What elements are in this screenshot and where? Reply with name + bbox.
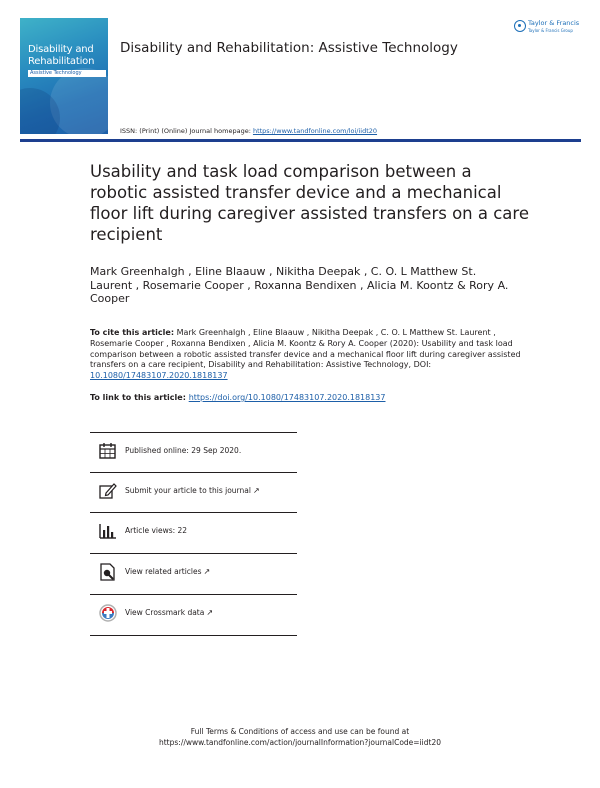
issn-prefix: ISSN: (Print) (Online) Journal homepage: <box>120 127 253 135</box>
publisher-name: Taylor & Francis <box>528 19 580 27</box>
footer <box>0 726 600 748</box>
related-articles-link[interactable]: View related articles <box>125 567 202 576</box>
info-divider <box>90 594 297 595</box>
cover-subtitle: Assistive Technology <box>28 70 106 77</box>
article-views-row <box>98 521 298 545</box>
info-divider <box>90 553 297 554</box>
issn-line <box>120 127 377 135</box>
info-divider <box>90 512 297 513</box>
info-divider <box>90 432 297 433</box>
footer-terms-link[interactable]: https://www.tandfonline.com/action/journalInformation?journalCode=iidt20 <box>158 738 441 747</box>
journal-cover <box>20 18 108 134</box>
published-date: Published online: 29 Sep 2020. <box>125 446 242 455</box>
publisher-tagline: Taylor & Francis Group <box>528 28 573 33</box>
submit-article-row[interactable] <box>98 481 298 505</box>
authors: Mark Greenhalgh , Eline Blaauw , Nikitha Deepak , C. O. L Matthew St. Laurent , Rosemarie Cooper , Roxanna Bendixen , Alicia M. Koontz & Rory A. Cooper <box>90 265 509 305</box>
info-divider <box>90 635 297 636</box>
related-articles-row[interactable] <box>98 562 298 586</box>
external-link-icon: ↗ <box>206 608 214 617</box>
publisher-logo <box>514 18 584 38</box>
published-row <box>98 441 298 465</box>
citation-label: To cite this article: <box>90 328 175 337</box>
citation-block <box>90 328 530 382</box>
article-link-block <box>90 392 530 403</box>
article-title: Usability and task load comparison between a robotic assisted transfer device and a mechanical floor lift during caregiver assisted transfers on a care recipient <box>90 162 529 244</box>
citation-doi-link[interactable]: 10.1080/17483107.2020.1818137 <box>90 371 228 381</box>
search-document-icon <box>98 562 118 582</box>
cover-title: Disability and Rehabilitation <box>28 44 95 67</box>
submit-article-link[interactable]: Submit your article to this journal <box>125 486 251 495</box>
journal-homepage-link[interactable]: https://www.tandfonline.com/loi/iidt20 <box>252 127 378 135</box>
crossmark-icon <box>98 603 118 623</box>
crossmark-row[interactable] <box>98 603 298 627</box>
citation-text: Mark Greenhalgh , Eline Blaauw , Nikitha Deepak , C. O. L Matthew St. Laurent , Rosemarie Cooper , Roxanna Bendixen , Alicia M. Koontz & Rory A. Cooper (2020): Usability and task load comparison between a robotic assisted transfer device and a mechanical floor lift during caregiver assisted transfers on a care recipient, Disability and Rehabilitation: Assistive Technology, DOI: <box>90 328 521 370</box>
edit-icon <box>98 481 118 501</box>
external-link-icon: ↗ <box>203 567 211 576</box>
info-divider <box>90 472 297 473</box>
article-views: Article views: 22 <box>125 526 188 535</box>
bar-chart-icon <box>98 521 118 541</box>
external-link-icon: ↗ <box>252 486 260 495</box>
footer-terms-text: Full Terms & Conditions of access and use can be found at <box>190 727 410 736</box>
journal-title: Disability and Rehabilitation: Assistive Technology <box>120 40 458 56</box>
article-link-label: To link to this article: <box>90 393 189 402</box>
publisher-logo-icon <box>514 20 526 32</box>
crossmark-link[interactable]: View Crossmark data <box>125 608 205 617</box>
article-doi-link[interactable]: https://doi.org/10.1080/17483107.2020.1818137 <box>188 393 386 402</box>
calendar-icon <box>98 441 118 461</box>
header-divider <box>20 139 581 142</box>
